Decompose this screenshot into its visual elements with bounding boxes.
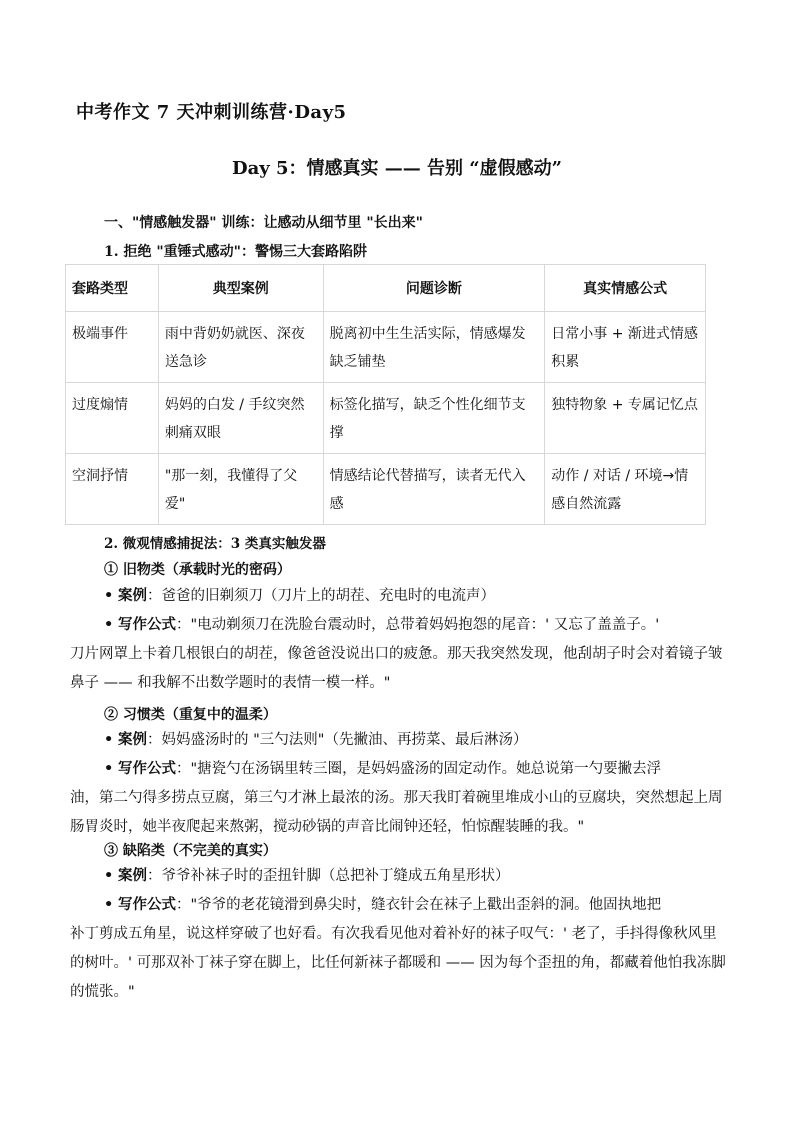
case-line: [104, 862, 730, 891]
bullet-icon: •: [104, 761, 114, 777]
table-header-cell: 套路类型: [66, 265, 159, 312]
case-label: 案例: [118, 732, 147, 748]
table-cell: 极端事件: [66, 312, 159, 383]
table-row: [66, 383, 706, 454]
bullet-icon: •: [104, 897, 114, 913]
subsection-heading-1: 1. 拒绝 "重锤式感动"：警惕三大套路陷阱: [104, 244, 367, 260]
table-row: [66, 454, 706, 525]
case-text: ：爷爷补袜子时的歪扭针脚（总把补丁缝成五角星形状）: [147, 868, 510, 884]
formula-line: [104, 611, 730, 640]
table-cell: 过度煽情: [66, 383, 159, 454]
trap-table: [65, 264, 706, 525]
table-cell: 雨中背奶奶就医、深夜送急诊: [158, 312, 323, 383]
table-cell: 标签化描写，缺乏个性化细节支撑: [323, 383, 545, 454]
section-heading: 一、"情感触发器" 训练：让感动从细节里 "长出来": [104, 215, 423, 231]
formula-label: 写作公式: [118, 617, 176, 633]
category-title: ② 习惯类（重复中的温柔）: [104, 707, 277, 723]
case-line: [104, 726, 730, 755]
formula-line: [104, 755, 730, 784]
table-cell: 动作 / 对话 / 环境→情感自然流露: [545, 454, 706, 525]
formula-label: 写作公式: [118, 897, 176, 913]
table-row: [66, 312, 706, 383]
formula-text: ："爷爷的老花镜滑到鼻尖时，缝衣针会在袜子上戳出歪斜的洞。他固执地把: [176, 897, 662, 913]
table-header-cell: 真实情感公式: [545, 265, 706, 312]
bullet-icon: •: [104, 617, 114, 633]
case-text: ：妈妈盛汤时的 "三勺法则"（先撇油、再捞菜、最后淋汤）: [147, 732, 528, 748]
subsection-heading-2: 2. 微观情感捕捉法：3 类真实触发器: [104, 536, 326, 552]
category-title: ① 旧物类（承载时光的密码）: [104, 562, 291, 578]
formula-continuation: 油，第二勺得多捞点豆腐，第三勺才淋上最浓的汤。那天我盯着碗里堆成小山的豆腐块，突然想起上周肠胃炎时，她半夜爬起来熬粥，搅动砂锅的声音比闹钟还轻，怕惊醒装睡的我。": [70, 790, 723, 835]
bullet-icon: •: [104, 868, 114, 884]
bullet-icon: •: [104, 588, 114, 604]
formula-text: ："电动剃须刀在洗脸台震动时，总带着妈妈抱怨的尾音：' 又忘了盖盖子。': [176, 617, 660, 633]
table-cell: "那一刻，我懂得了父爱": [158, 454, 323, 525]
formula-continuation: 补丁剪成五角星，说这样穿破了也好看。有次我看见他对着补好的袜子叹气：' 老了，手抖得像秋风里的树叶。' 可那双补丁袜子穿在脚上，比任何新袜子都暖和 —— 因为每个歪扭的角，都藏着他怕我冻脚的慌张。": [70, 926, 726, 1000]
table-header-cell: 问题诊断: [323, 265, 545, 312]
formula-continuation: 刀片网罩上卡着几根银白的胡茬，像爸爸没说出口的疲惫。那天我突然发现，他刮胡子时会对着镜子皱鼻子 —— 和我解不出数学题时的表情一模一样。": [70, 646, 723, 691]
formula-text: ："搪瓷勺在汤锅里转三圈，是妈妈盛汤的固定动作。她总说第一勺要撇去浮: [176, 761, 662, 777]
case-label: 案例: [118, 868, 147, 884]
day-title: Day 5：情感真实 —— 告别 “虚假感动”: [231, 158, 563, 179]
table-cell: 妈妈的白发 / 手纹突然刺痛双眼: [158, 383, 323, 454]
document-title: 中考作文 7 天冲刺训练营·Day5: [76, 102, 347, 123]
table-cell: 情感结论代替描写，读者无代入感: [323, 454, 545, 525]
table-cell: 脱离初中生生活实际，情感爆发缺乏铺垫: [323, 312, 545, 383]
category-title: ③ 缺陷类（不完美的真实）: [104, 843, 277, 859]
bullet-icon: •: [104, 732, 114, 748]
table-header-row: [66, 265, 706, 312]
case-text: ：爸爸的旧剃须刀（刀片上的胡茬、充电时的电流声）: [147, 588, 495, 604]
formula-line: [104, 891, 730, 920]
table-cell: 空洞抒情: [66, 454, 159, 525]
table-cell: 独特物象 + 专属记忆点: [545, 383, 706, 454]
case-label: 案例: [118, 588, 147, 604]
table-header-cell: 典型案例: [158, 265, 323, 312]
formula-label: 写作公式: [118, 761, 176, 777]
case-line: [104, 582, 730, 611]
table-cell: 日常小事 + 渐进式情感积累: [545, 312, 706, 383]
